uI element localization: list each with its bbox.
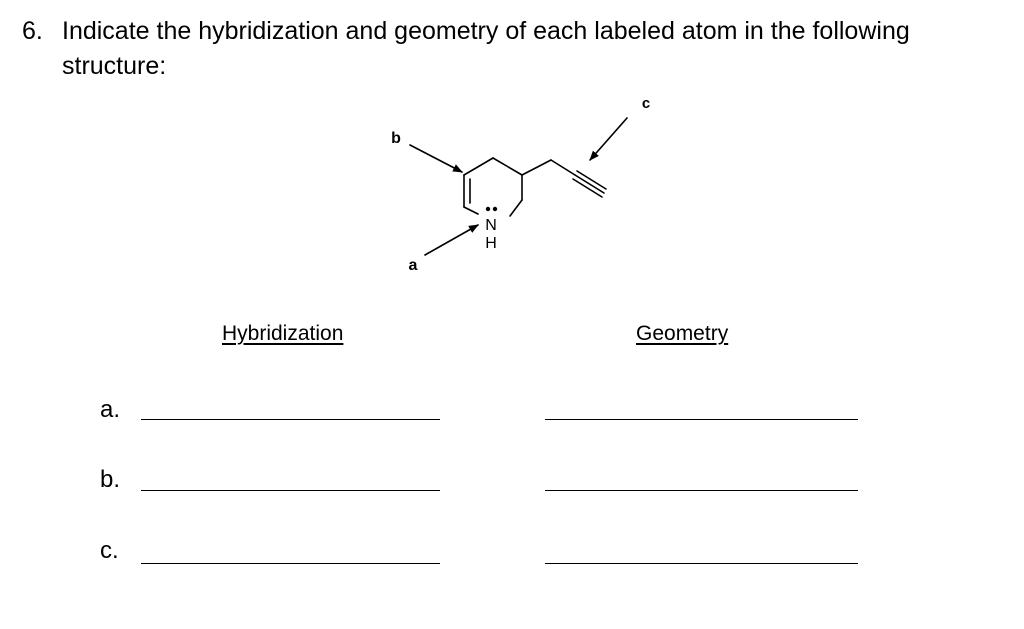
triple-bond bbox=[575, 175, 604, 193]
hybridization-blank-a[interactable] bbox=[141, 419, 440, 420]
triple-bond bbox=[577, 171, 606, 189]
arrow-c bbox=[590, 118, 627, 160]
question-text: Indicate the hybridization and geometry of each labeled atom in the following structure: bbox=[62, 17, 910, 80]
geometry-header: Geometry bbox=[636, 322, 729, 345]
geometry-blank-a[interactable] bbox=[545, 419, 858, 420]
lone-pair-dot bbox=[493, 207, 497, 211]
triple-bond bbox=[573, 179, 602, 197]
question-number: 6. bbox=[22, 17, 43, 45]
hybridization-blank-b[interactable] bbox=[141, 490, 440, 491]
side-chain-bond bbox=[522, 160, 551, 175]
row-label-c: c. bbox=[100, 537, 119, 564]
geometry-blank-b[interactable] bbox=[545, 490, 858, 491]
side-chain-bond bbox=[551, 160, 575, 175]
label-c: c bbox=[641, 95, 651, 112]
ring-bond bbox=[464, 158, 493, 175]
label-a: a bbox=[408, 257, 418, 274]
ring-bond bbox=[464, 207, 478, 214]
geometry-blank-c[interactable] bbox=[545, 563, 858, 564]
hybridization-header: Hybridization bbox=[222, 322, 344, 345]
arrow-b bbox=[410, 145, 462, 172]
hybridization-blank-c[interactable] bbox=[141, 563, 440, 564]
ring-bond bbox=[510, 200, 522, 216]
molecule-structure bbox=[380, 90, 680, 275]
label-b: b bbox=[391, 130, 401, 147]
atom-h: H bbox=[485, 235, 497, 252]
ring-bond bbox=[493, 158, 522, 175]
lone-pair-dot bbox=[486, 207, 490, 211]
row-label-a: a. bbox=[100, 396, 121, 423]
row-label-b: b. bbox=[100, 466, 121, 493]
atom-n: N bbox=[485, 217, 497, 234]
arrow-a bbox=[425, 225, 478, 255]
